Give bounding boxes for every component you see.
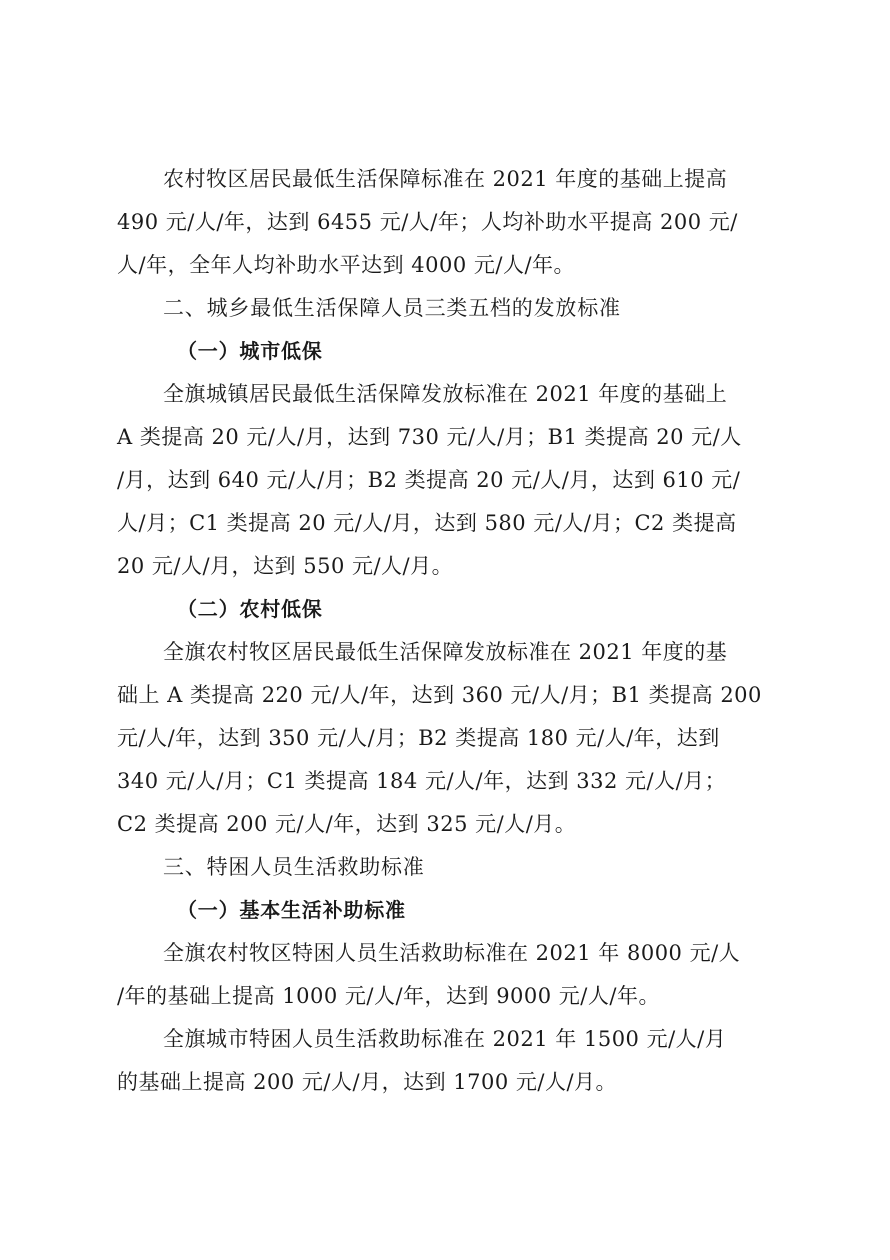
- paragraph-urban-dibao: [117, 373, 777, 588]
- text-line: 的基础上提高 200 元/人/月，达到 1700 元/人/月。: [117, 1070, 618, 1094]
- text-line: 490 元/人/年，达到 6455 元/人/年；人均补助水平提高 200 元/: [117, 210, 738, 234]
- paragraph-rural-standard: [117, 158, 777, 287]
- subsection-heading-basic-subsidy: （一）基本生活补助标准: [177, 898, 406, 922]
- paragraph-rural-tekun: [117, 932, 777, 1018]
- text-line: 础上 A 类提高 220 元/人/年，达到 360 元/人/月；B1 类提高 200: [117, 683, 762, 707]
- text-line: 340 元/人/月；C1 类提高 184 元/人/年，达到 332 元/人/月；: [117, 769, 727, 793]
- text-line: C2 类提高 200 元/人/年，达到 325 元/人/月。: [117, 812, 577, 836]
- text-line: /年的基础上提高 1000 元/人/年，达到 9000 元/人/年。: [117, 984, 660, 1008]
- text-line: 全旗城镇居民最低生活保障发放标准在 2021 年度的基础上: [163, 382, 728, 406]
- text-line: 全旗农村牧区特困人员生活救助标准在 2021 年 8000 元/人: [163, 941, 741, 965]
- text-line: 元/人/年，达到 350 元/人/月；B2 类提高 180 元/人/年，达到: [117, 726, 720, 750]
- text-line: 人/月；C1 类提高 20 元/人/月，达到 580 元/人/月；C2 类提高: [117, 511, 737, 535]
- text-line: 人/年，全年人均补助水平达到 4000 元/人/年。: [117, 253, 576, 277]
- section-heading-2: 二、城乡最低生活保障人员三类五档的发放标准: [163, 296, 621, 320]
- text-line: 全旗城市特困人员生活救助标准在 2021 年 1500 元/人/月: [163, 1027, 727, 1051]
- section-heading-3: 三、特困人员生活救助标准: [163, 855, 425, 879]
- text-line: A 类提高 20 元/人/月，达到 730 元/人/月；B1 类提高 20 元/人: [117, 425, 742, 449]
- document-body: [117, 158, 777, 1104]
- subsection-heading-urban-dibao: （一）城市低保: [177, 339, 323, 363]
- text-line: 农村牧区居民最低生活保障标准在 2021 年度的基础上提高: [163, 167, 728, 191]
- text-line: 全旗农村牧区居民最低生活保障发放标准在 2021 年度的基: [163, 640, 728, 664]
- text-line: /月，达到 640 元/人/月；B2 类提高 20 元/人/月，达到 610 元/: [117, 468, 741, 492]
- paragraph-urban-tekun: [117, 1018, 777, 1104]
- text-line: 20 元/人/月，达到 550 元/人/月。: [117, 554, 454, 578]
- paragraph-rural-dibao: [117, 631, 777, 846]
- subsection-heading-rural-dibao: （二）农村低保: [177, 597, 323, 621]
